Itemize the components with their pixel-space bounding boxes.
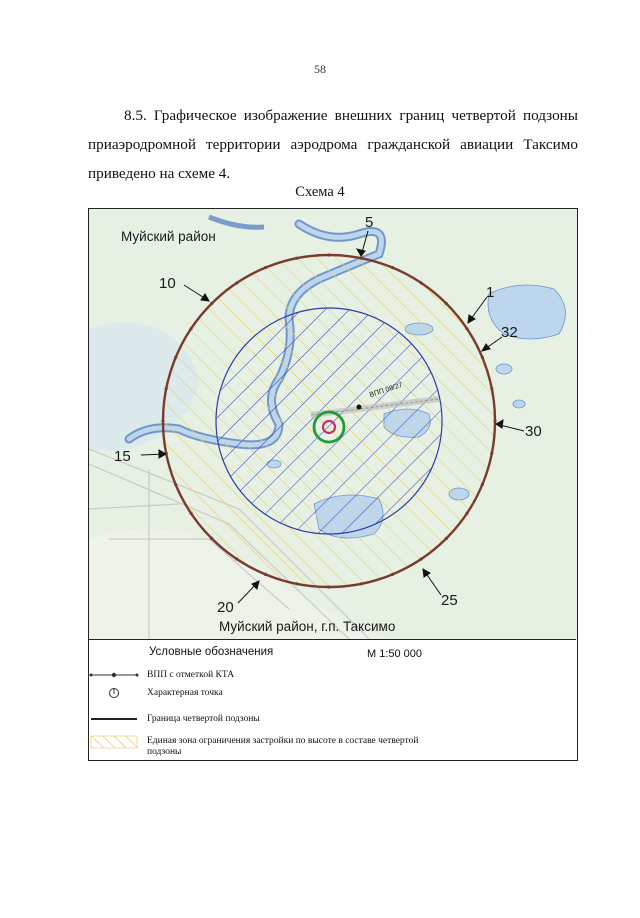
- point-label-5: 5: [365, 214, 374, 231]
- point-label-1: 1: [486, 284, 495, 301]
- boundary-vertex: [493, 419, 496, 422]
- scheme-title: Схема 4: [295, 184, 345, 200]
- boundary-vertex: [445, 537, 448, 540]
- point-label-15: 15: [114, 448, 131, 465]
- legend-label-runway: ВПП с отметкой КТА: [147, 670, 235, 680]
- boundary-vertex: [161, 419, 164, 422]
- boundary-vertex: [210, 302, 213, 305]
- boundary-vertex: [420, 281, 423, 284]
- boundary-vertex: [490, 387, 493, 390]
- boundary-vertex: [264, 266, 267, 269]
- map-scale: М 1:50 000: [367, 648, 423, 660]
- district-label-bottom: Муйский район, г.п. Таксимо: [219, 619, 396, 634]
- boundary-vertex: [445, 302, 448, 305]
- map-legend: [89, 639, 576, 761]
- legend-item-hatch: [89, 734, 576, 760]
- point-label-30: 30: [525, 423, 542, 440]
- legend-item-point: [89, 686, 576, 706]
- boundary-vertex: [210, 537, 213, 540]
- boundary-vertex: [327, 585, 330, 588]
- boundary-vertex: [481, 483, 484, 486]
- legend-title: Условные обозначения: [149, 646, 274, 658]
- legend-item-boundary: [89, 712, 576, 732]
- legend-label-point: Характерная точка: [147, 688, 223, 698]
- hatch-fill-icon: [89, 734, 139, 750]
- boundary-vertex: [264, 573, 267, 576]
- map-figure: [88, 208, 578, 761]
- body-paragraph: 8.5. Графическое изображение внешних границ четвертой подзоны приаэродромной территории аэродрома гражданской авиации Таксимо приведено на схеме 4.: [88, 107, 578, 182]
- point-label-25: 25: [441, 592, 458, 609]
- boundary-vertex: [174, 356, 177, 359]
- boundary-vertex: [295, 582, 298, 585]
- boundary-vertex: [235, 557, 238, 560]
- boundary-vertex: [235, 281, 238, 284]
- boundary-vertex: [360, 582, 363, 585]
- runway-label: ВПП 09/27: [368, 381, 404, 399]
- legend-label-hatch: Единая зона ограничения застройки по высоте в составе четвертой подзоны: [147, 736, 419, 757]
- boundary-vertex: [490, 452, 493, 455]
- boundary-vertex: [189, 512, 192, 515]
- boundary-line-icon: [89, 712, 139, 726]
- legend-label-boundary: Граница четвертой подзоны: [147, 714, 260, 724]
- characteristic-point-icon: [89, 686, 139, 700]
- boundary-vertex: [465, 512, 468, 515]
- point-label-10: 10: [159, 275, 176, 292]
- boundary-vertex: [420, 557, 423, 560]
- boundary-vertex: [391, 573, 394, 576]
- boundary-vertex: [360, 257, 363, 260]
- runway-line-icon: [89, 668, 139, 682]
- boundary-vertex: [165, 387, 168, 390]
- boundary-vertex: [327, 253, 330, 256]
- point-label-20: 20: [217, 599, 234, 616]
- point-label-32: 32: [501, 324, 518, 341]
- boundary-vertex: [174, 483, 177, 486]
- district-label-top: Муйский район: [121, 229, 216, 244]
- boundary-vertex: [295, 257, 298, 260]
- boundary-vertex: [481, 356, 484, 359]
- boundary-vertex: [465, 327, 468, 330]
- legend-item-runway: [89, 668, 576, 688]
- kta-point: [357, 405, 362, 410]
- boundary-vertex: [189, 327, 192, 330]
- page-number: 58: [314, 62, 326, 76]
- boundary-vertex: [391, 266, 394, 269]
